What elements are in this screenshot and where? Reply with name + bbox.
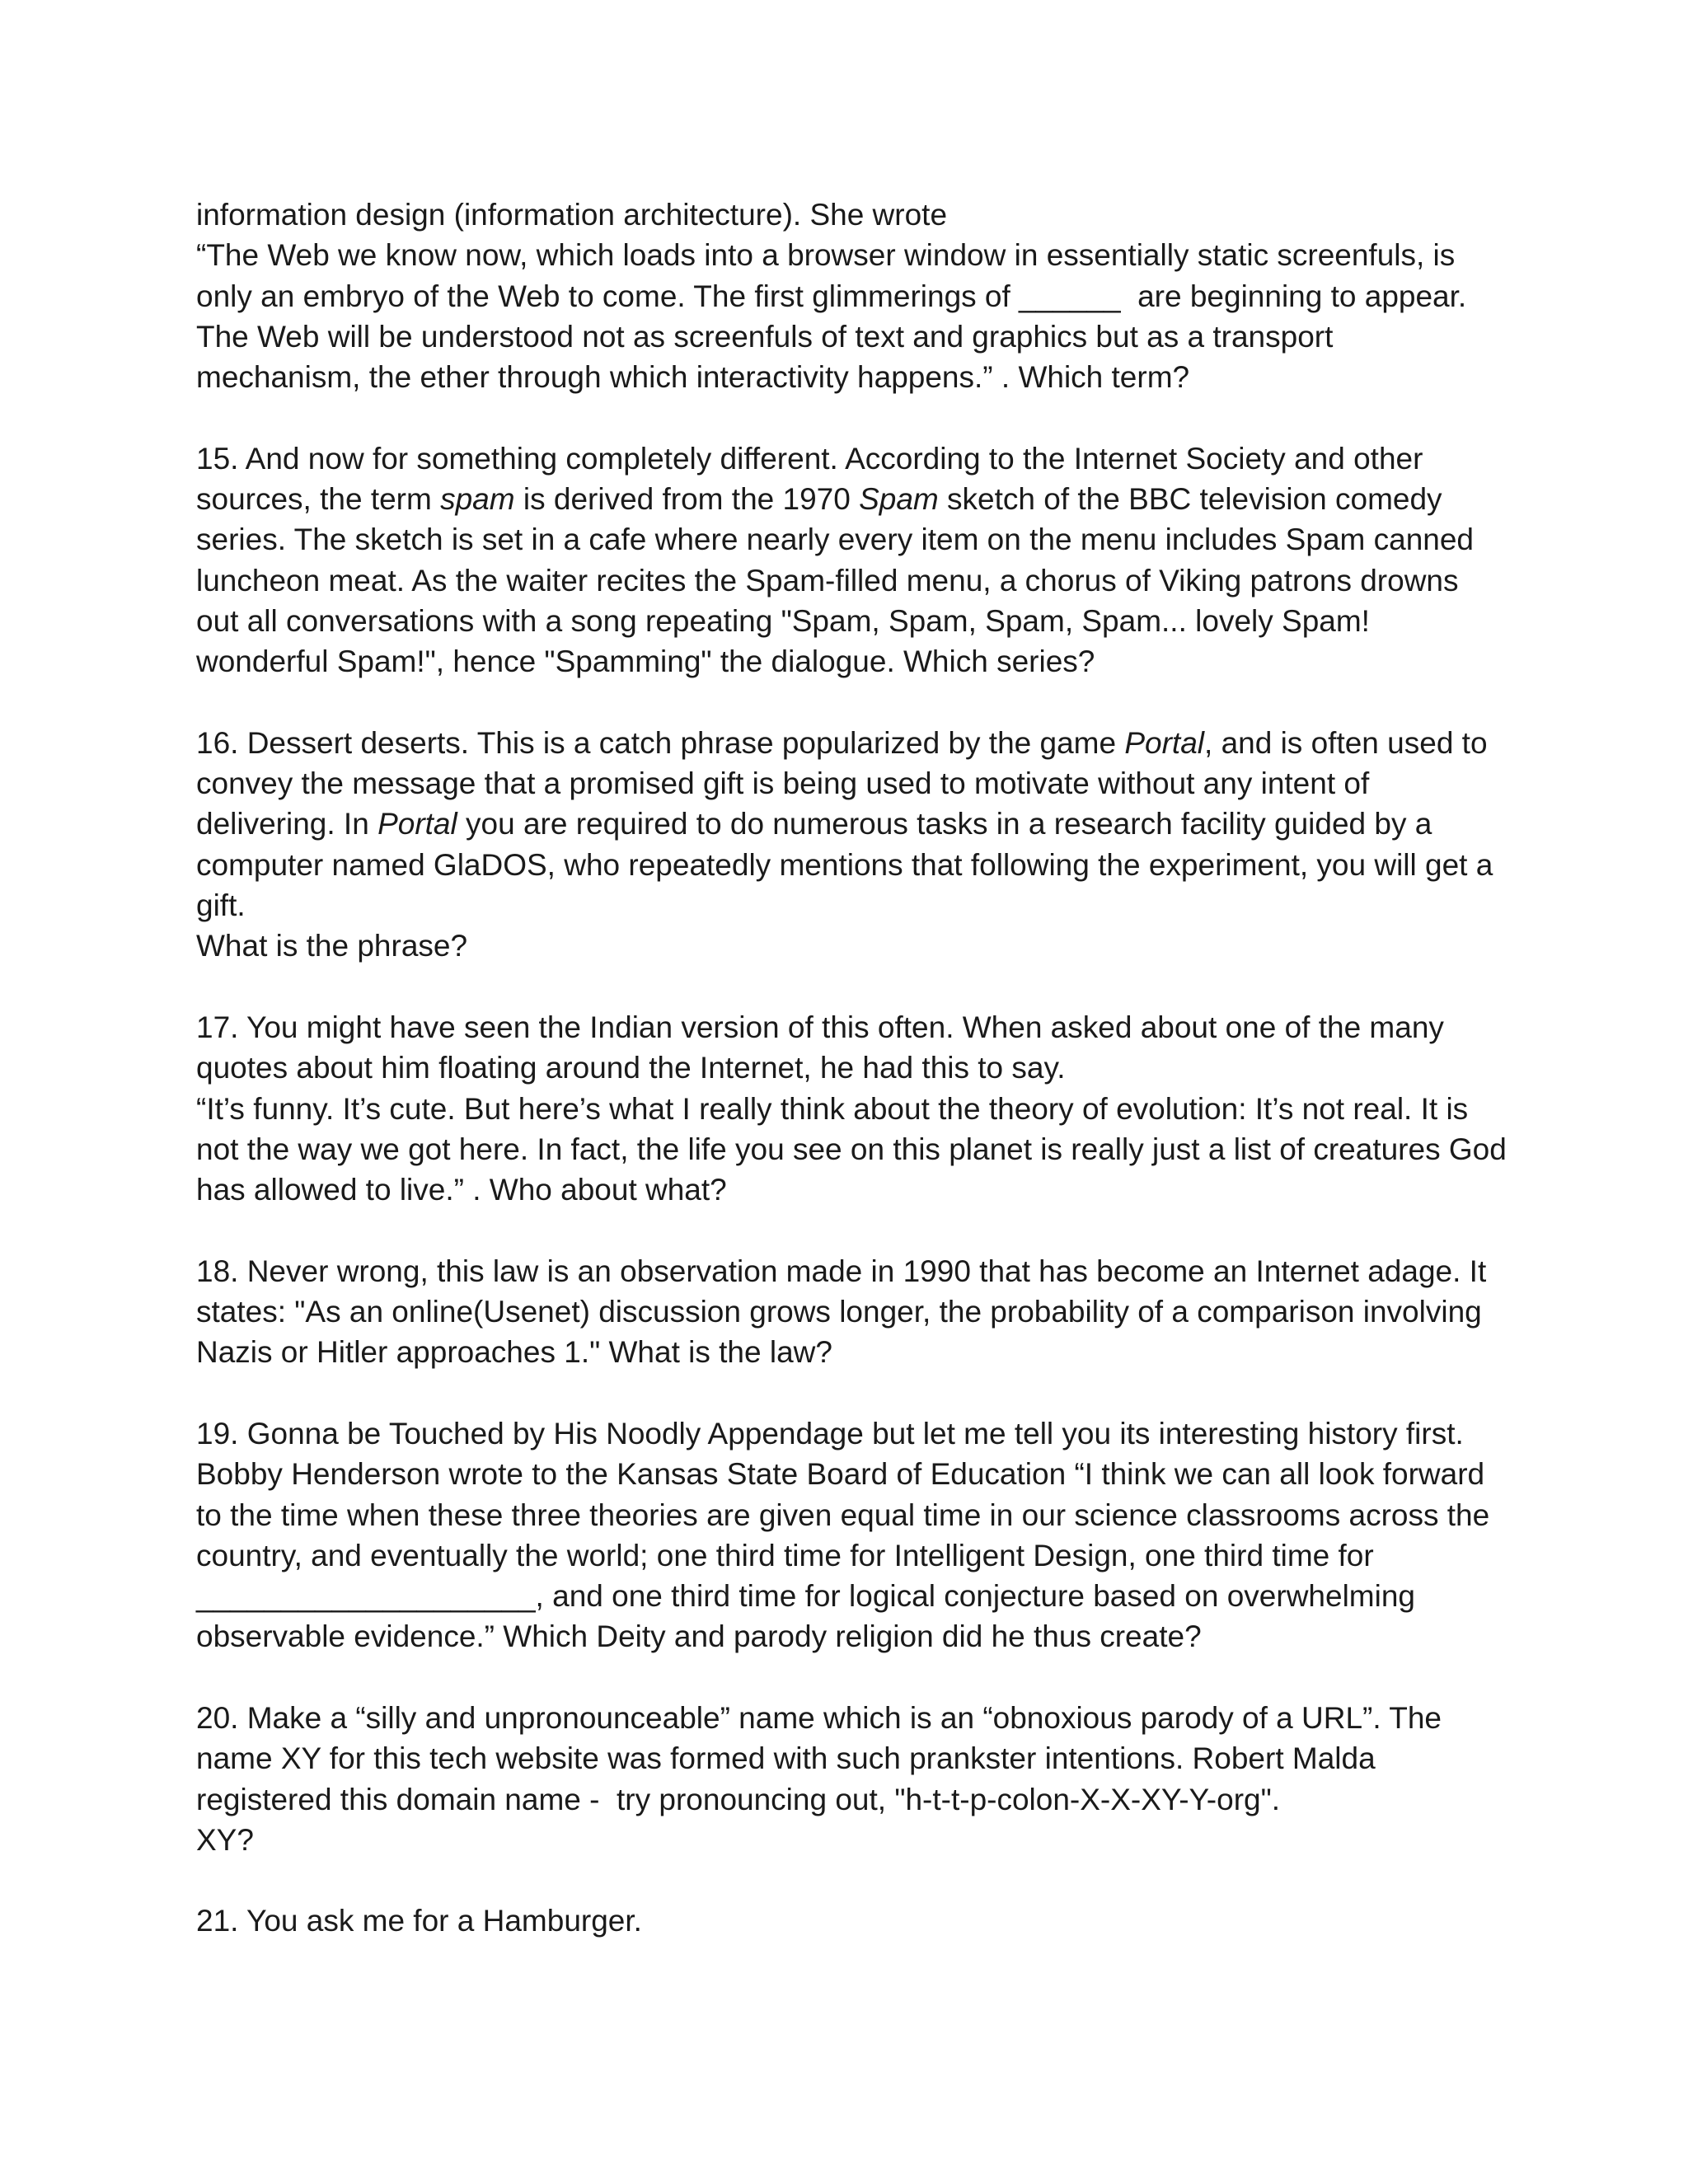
text-segment: , and is often used to [1204, 725, 1488, 760]
question-paragraph [196, 1007, 1531, 1210]
text-line [196, 519, 1531, 560]
italic-text: spam [440, 482, 515, 517]
text-line [196, 804, 1531, 844]
text-segment: luncheon meat. As the waiter recites the Spam-filled menu, a chorus of Viking patrons drowns [196, 563, 1459, 598]
text-segment: convey the message that a promised gift is being used to motivate without any intent of [196, 766, 1370, 801]
text-line [196, 1251, 1531, 1291]
text-segment: states: "As an online(Usenet) discussion grows longer, the probability of a comparison involving [196, 1295, 1482, 1329]
text-segment: registered this domain name - try pronouncing out, "h-t-t-p-colon-X-X-XY-Y-org". [196, 1782, 1281, 1816]
text-line [196, 276, 1531, 316]
text-line [196, 316, 1531, 357]
text-line [196, 1779, 1531, 1820]
text-segment: quotes about him floating around the Internet, he had this to say. [196, 1051, 1066, 1085]
text-segment: series. The sketch is set in a cafe where nearly every item on the menu includes Spam canned [196, 523, 1475, 557]
text-line [196, 1169, 1531, 1210]
text-segment: computer named GlaDOS, who repeatedly mentions that following the experiment, you will get a [196, 847, 1493, 882]
text-segment: Nazis or Hitler approaches 1." What is the law? [196, 1335, 832, 1370]
text-line [196, 1900, 1531, 1941]
text-segment: 18. Never wrong, this law is an observation made in 1990 that has become an Internet adage. It [196, 1254, 1487, 1288]
text-line [196, 1535, 1531, 1576]
text-line [196, 1698, 1531, 1738]
text-line [196, 1413, 1531, 1454]
text-segment: wonderful Spam!", hence "Spamming" the dialogue. Which series? [196, 644, 1095, 679]
text-segment: ____________________, and one third time for logical conjecture based on overwhelming [196, 1579, 1415, 1614]
text-segment: 19. Gonna be Touched by His Noodly Appendage but let me tell you its interesting history first. [196, 1416, 1464, 1451]
text-segment: name XY for this tech website was formed with such prankster intentions. Robert Malda [196, 1741, 1376, 1776]
text-line [196, 194, 1531, 235]
text-line [196, 1616, 1531, 1657]
question-paragraph [196, 1698, 1531, 1860]
text-line [196, 1820, 1531, 1860]
text-line [196, 479, 1531, 519]
text-segment: 15. And now for something completely different. According to the Internet Society and other [196, 441, 1423, 476]
text-segment: country, and eventually the world; one third time for Intelligent Design, one third time for [196, 1538, 1374, 1572]
text-segment: to the time when these three theories are given equal time in our science classrooms across the [196, 1497, 1490, 1532]
text-segment: not the way we got here. In fact, the life you see on this planet is really just a list of creatures God [196, 1132, 1507, 1166]
text-segment: you are required to do numerous tasks in a research facility guided by a [457, 807, 1432, 841]
text-line [196, 1047, 1531, 1088]
text-segment: Bobby Henderson wrote to the Kansas State Board of Education “I think we can all look forward [196, 1457, 1485, 1492]
text-line [196, 560, 1531, 601]
text-line [196, 601, 1531, 641]
text-segment: out all conversations with a song repeating "Spam, Spam, Spam, Spam... lovely Spam! [196, 603, 1370, 638]
text-line [196, 845, 1531, 885]
text-line [196, 1089, 1531, 1129]
text-line [196, 357, 1531, 397]
text-segment: only an embryo of the Web to come. The first glimmerings of ______ are beginning to appear. [196, 279, 1467, 313]
text-segment: observable evidence.” Which Deity and parody religion did he thus create? [196, 1619, 1202, 1654]
text-segment: gift. [196, 888, 246, 923]
text-segment: “The Web we know now, which loads into a browser window in essentially static screenfuls, is [196, 238, 1456, 273]
text-line [196, 1738, 1531, 1779]
text-line [196, 763, 1531, 804]
question-paragraph [196, 723, 1531, 967]
italic-text: Portal [377, 807, 457, 841]
text-segment: 21. You ask me for a Hamburger. [196, 1904, 642, 1938]
text-line [196, 926, 1531, 966]
document-body [196, 194, 1531, 1982]
text-line [196, 723, 1531, 763]
text-line [196, 1454, 1531, 1494]
question-paragraph [196, 1413, 1531, 1657]
text-segment: mechanism, the ether through which interactivity happens.” . Which term? [196, 360, 1190, 395]
text-segment: 16. Dessert deserts. This is a catch phrase popularized by the game [196, 725, 1125, 760]
text-line [196, 1576, 1531, 1616]
question-paragraph [196, 194, 1531, 397]
italic-text: Portal [1124, 725, 1205, 760]
text-line [196, 438, 1531, 479]
text-segment: sketch of the BBC television comedy [938, 482, 1442, 517]
question-paragraph [196, 438, 1531, 682]
text-segment: “It’s funny. It’s cute. But here’s what I really think about the theory of evolution: It’s not real. It is [196, 1091, 1469, 1126]
text-line [196, 1332, 1531, 1372]
text-segment: XY? [196, 1822, 254, 1857]
question-paragraph [196, 1251, 1531, 1373]
text-segment: What is the phrase? [196, 929, 468, 963]
question-paragraph [196, 1900, 1531, 1941]
italic-text: Spam [859, 482, 939, 517]
text-segment: delivering. In [196, 807, 378, 841]
text-segment: The Web will be understood not as screenfuls of text and graphics but as a transport [196, 319, 1334, 354]
text-line [196, 1007, 1531, 1047]
text-segment: sources, the term [196, 482, 441, 517]
text-segment: 17. You might have seen the Indian version of this often. When asked about one of the many [196, 1010, 1444, 1044]
text-line [196, 641, 1531, 682]
text-segment: information design (information architecture). She wrote [196, 198, 948, 232]
text-line [196, 1291, 1531, 1332]
text-line [196, 1129, 1531, 1169]
text-segment: is derived from the 1970 [514, 482, 860, 517]
text-line [196, 235, 1531, 275]
text-line [196, 885, 1531, 926]
text-line [196, 1495, 1531, 1535]
text-segment: 20. Make a “silly and unpronounceable” name which is an “obnoxious parody of a URL”. The [196, 1700, 1442, 1735]
text-segment: has allowed to live.” . Who about what? [196, 1173, 727, 1207]
